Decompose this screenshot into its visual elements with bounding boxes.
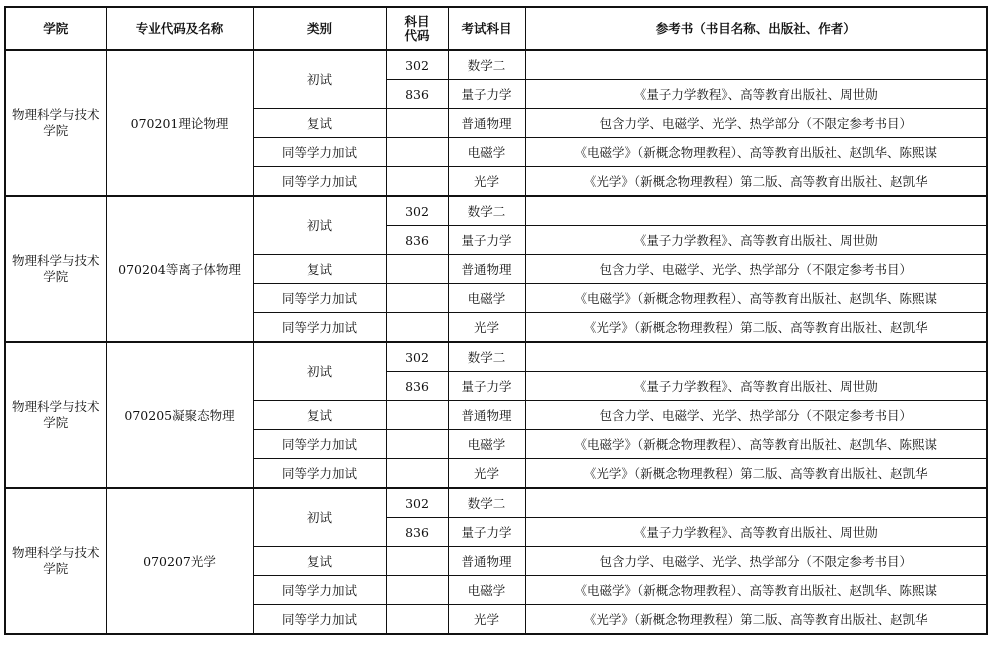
major-group <box>5 488 987 634</box>
exam-subject-cell: 电磁学 <box>448 576 525 605</box>
subject-code-cell <box>386 138 448 167</box>
category-cell: 同等学力加试 <box>253 313 386 343</box>
reference-cell: 包含力学、电磁学、光学、热学部分（不限定参考书目） <box>525 109 987 138</box>
reference-cell: 《光学》（新概念物理教程）第二版、高等教育出版社、赵凯华 <box>525 313 987 343</box>
category-cell: 同等学力加试 <box>253 167 386 197</box>
exam-subject-cell: 数学二 <box>448 50 525 80</box>
category-cell: 同等学力加试 <box>253 459 386 489</box>
category-cell: 初试 <box>253 342 386 401</box>
college-cell: 物理科学与技术学院 <box>5 50 106 196</box>
subject-code-cell: 836 <box>386 372 448 401</box>
major-group <box>5 342 987 488</box>
subject-code-cell <box>386 401 448 430</box>
exam-subject-cell: 电磁学 <box>448 284 525 313</box>
table-row <box>5 196 987 226</box>
major-cell: 070205凝聚态物理 <box>106 342 253 488</box>
header-code-line2: 代码 <box>404 27 430 43</box>
category-cell: 复试 <box>253 109 386 138</box>
subject-code-cell <box>386 313 448 343</box>
exam-subject-cell: 数学二 <box>448 488 525 518</box>
exam-subject-cell: 数学二 <box>448 342 525 372</box>
category-cell: 复试 <box>253 547 386 576</box>
reference-cell <box>525 196 987 226</box>
category-cell: 同等学力加试 <box>253 605 386 635</box>
header-major: 专业代码及名称 <box>106 7 253 50</box>
reference-cell: 《光学》（新概念物理教程）第二版、高等教育出版社、赵凯华 <box>525 167 987 197</box>
exam-subject-cell: 光学 <box>448 605 525 635</box>
reference-cell <box>525 342 987 372</box>
table-row <box>5 50 987 80</box>
reference-cell: 《量子力学教程》、高等教育出版社、周世勋 <box>525 372 987 401</box>
subject-code-cell <box>386 576 448 605</box>
college-cell: 物理科学与技术学院 <box>5 342 106 488</box>
exam-subject-cell: 数学二 <box>448 196 525 226</box>
subject-code-cell <box>386 605 448 635</box>
subject-code-cell <box>386 109 448 138</box>
reference-cell: 《量子力学教程》、高等教育出版社、周世勋 <box>525 226 987 255</box>
reference-cell <box>525 488 987 518</box>
reference-cell: 《光学》（新概念物理教程）第二版、高等教育出版社、赵凯华 <box>525 605 987 635</box>
table-row <box>5 342 987 372</box>
subject-code-cell <box>386 459 448 489</box>
exam-subject-cell: 电磁学 <box>448 430 525 459</box>
subject-code-cell <box>386 284 448 313</box>
subject-code-cell: 836 <box>386 80 448 109</box>
college-cell: 物理科学与技术学院 <box>5 488 106 634</box>
header-category: 类别 <box>253 7 386 50</box>
exam-subject-cell: 量子力学 <box>448 518 525 547</box>
header-subject-code <box>386 7 448 50</box>
college-cell: 物理科学与技术学院 <box>5 196 106 342</box>
header-exam-subject: 考试科目 <box>448 7 525 50</box>
exam-subject-cell: 光学 <box>448 459 525 489</box>
exam-reference-sheet <box>4 6 988 635</box>
subject-code-cell: 302 <box>386 342 448 372</box>
exam-subjects-table <box>4 6 988 635</box>
table-row <box>5 488 987 518</box>
category-cell: 初试 <box>253 196 386 255</box>
reference-cell: 《量子力学教程》、高等教育出版社、周世勋 <box>525 518 987 547</box>
subject-code-cell <box>386 255 448 284</box>
reference-cell: 《电磁学》（新概念物理教程）、高等教育出版社、赵凯华、陈熙谋 <box>525 430 987 459</box>
category-cell: 初试 <box>253 488 386 547</box>
exam-subject-cell: 普通物理 <box>448 401 525 430</box>
subject-code-cell: 302 <box>386 196 448 226</box>
header-code-line1: 科目 <box>404 13 430 29</box>
subject-code-cell <box>386 547 448 576</box>
major-cell: 070204等离子体物理 <box>106 196 253 342</box>
subject-code-cell: 836 <box>386 226 448 255</box>
header-reference-books: 参考书（书目名称、出版社、作者） <box>525 7 987 50</box>
exam-subject-cell: 普通物理 <box>448 255 525 284</box>
major-group <box>5 50 987 196</box>
exam-subject-cell: 光学 <box>448 313 525 343</box>
reference-cell: 包含力学、电磁学、光学、热学部分（不限定参考书目） <box>525 401 987 430</box>
exam-subject-cell: 量子力学 <box>448 372 525 401</box>
reference-cell: 包含力学、电磁学、光学、热学部分（不限定参考书目） <box>525 255 987 284</box>
exam-subject-cell: 普通物理 <box>448 109 525 138</box>
exam-subject-cell: 普通物理 <box>448 547 525 576</box>
category-cell: 初试 <box>253 50 386 109</box>
table-header-row <box>5 7 987 50</box>
category-cell: 同等学力加试 <box>253 138 386 167</box>
subject-code-cell: 836 <box>386 518 448 547</box>
reference-cell: 《电磁学》（新概念物理教程）、高等教育出版社、赵凯华、陈熙谋 <box>525 284 987 313</box>
reference-cell: 《电磁学》（新概念物理教程）、高等教育出版社、赵凯华、陈熙谋 <box>525 138 987 167</box>
exam-subject-cell: 电磁学 <box>448 138 525 167</box>
exam-subject-cell: 量子力学 <box>448 80 525 109</box>
category-cell: 复试 <box>253 401 386 430</box>
subject-code-cell <box>386 167 448 197</box>
exam-subject-cell: 量子力学 <box>448 226 525 255</box>
subject-code-cell <box>386 430 448 459</box>
category-cell: 同等学力加试 <box>253 430 386 459</box>
header-college: 学院 <box>5 7 106 50</box>
category-cell: 复试 <box>253 255 386 284</box>
major-cell: 070207光学 <box>106 488 253 634</box>
reference-cell: 《光学》（新概念物理教程）第二版、高等教育出版社、赵凯华 <box>525 459 987 489</box>
reference-cell <box>525 50 987 80</box>
category-cell: 同等学力加试 <box>253 576 386 605</box>
reference-cell: 《电磁学》（新概念物理教程）、高等教育出版社、赵凯华、陈熙谋 <box>525 576 987 605</box>
reference-cell: 《量子力学教程》、高等教育出版社、周世勋 <box>525 80 987 109</box>
exam-subject-cell: 光学 <box>448 167 525 197</box>
major-group <box>5 196 987 342</box>
major-cell: 070201理论物理 <box>106 50 253 196</box>
subject-code-cell: 302 <box>386 50 448 80</box>
subject-code-cell: 302 <box>386 488 448 518</box>
category-cell: 同等学力加试 <box>253 284 386 313</box>
reference-cell: 包含力学、电磁学、光学、热学部分（不限定参考书目） <box>525 547 987 576</box>
